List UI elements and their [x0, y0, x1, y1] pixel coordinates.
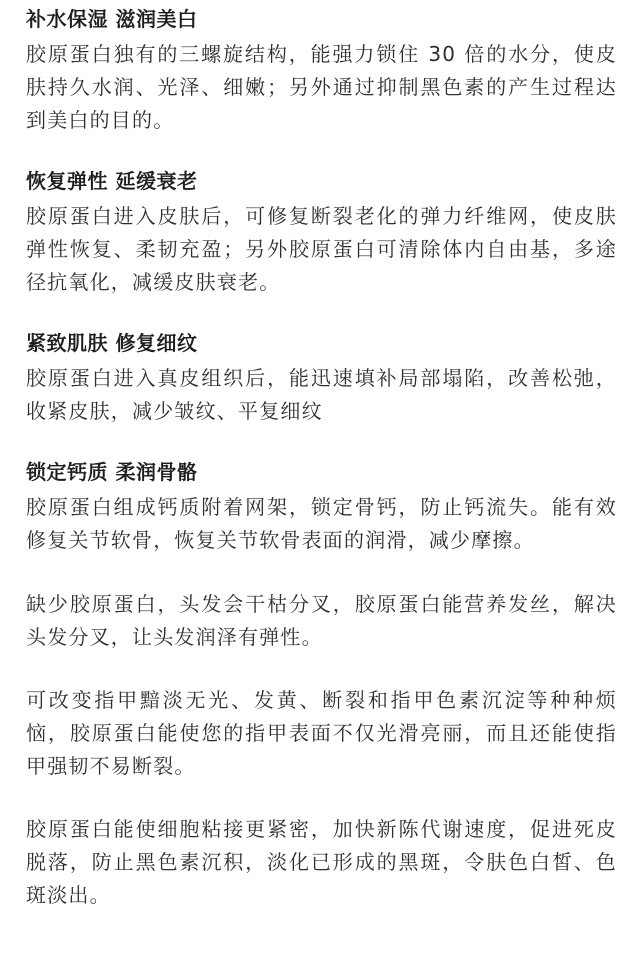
section-body: 胶原蛋白进入真皮组织后，能迅速填补局部塌陷，改善松弛，收紧皮肤，减少皱纹、平复细纹	[26, 366, 617, 423]
section-heading: 锁定钙质 柔润骨骼	[26, 460, 198, 484]
section-body: 胶原蛋白组成钙质附着网架，锁定骨钙，防止钙流失。能有效修复关节软骨，恢复关节软骨表面的润滑，减少摩擦。	[26, 495, 617, 552]
section-moisturize-whiten	[26, 6, 617, 137]
section-restore-elasticity	[26, 168, 617, 299]
section-heading: 恢复弹性 延缓衰老	[26, 169, 198, 193]
paragraph-complexion: 胶原蛋白能使细胞粘接更紧密，加快新陈代谢速度，促进死皮脱落，防止黑色素沉积，淡化已形成的黑斑，令肤色白皙、色斑淡出。	[26, 817, 617, 907]
section-lock-calcium	[26, 459, 617, 557]
section-body: 胶原蛋白进入皮肤后，可修复断裂老化的弹力纤维网，使皮肤弹性恢复、柔韧充盈；另外胶原蛋白可清除体内自由基，多途径抗氧化，减缓皮肤衰老。	[26, 204, 617, 294]
paragraph-hair: 缺少胶原蛋白，头发会干枯分叉，胶原蛋白能营养发丝，解决头发分叉，让头发润泽有弹性。	[26, 592, 617, 649]
section-heading: 紧致肌肤 修复细纹	[26, 331, 198, 355]
section-firm-skin	[26, 330, 617, 428]
paragraph-nails: 可改变指甲黯淡无光、发黄、断裂和指甲色素沉淀等种种烦恼，胶原蛋白能使您的指甲表面不仅光滑亮丽，而且还能使指甲强韧不易断裂。	[26, 688, 617, 778]
section-heading: 补水保湿 滋润美白	[26, 7, 198, 31]
section-body: 胶原蛋白独有的三螺旋结构，能强力锁住 30 倍的水分，使皮肤持久水润、光泽、细嫩；另外通过抑制黑色素的产生过程达到美白的目的。	[26, 42, 617, 132]
